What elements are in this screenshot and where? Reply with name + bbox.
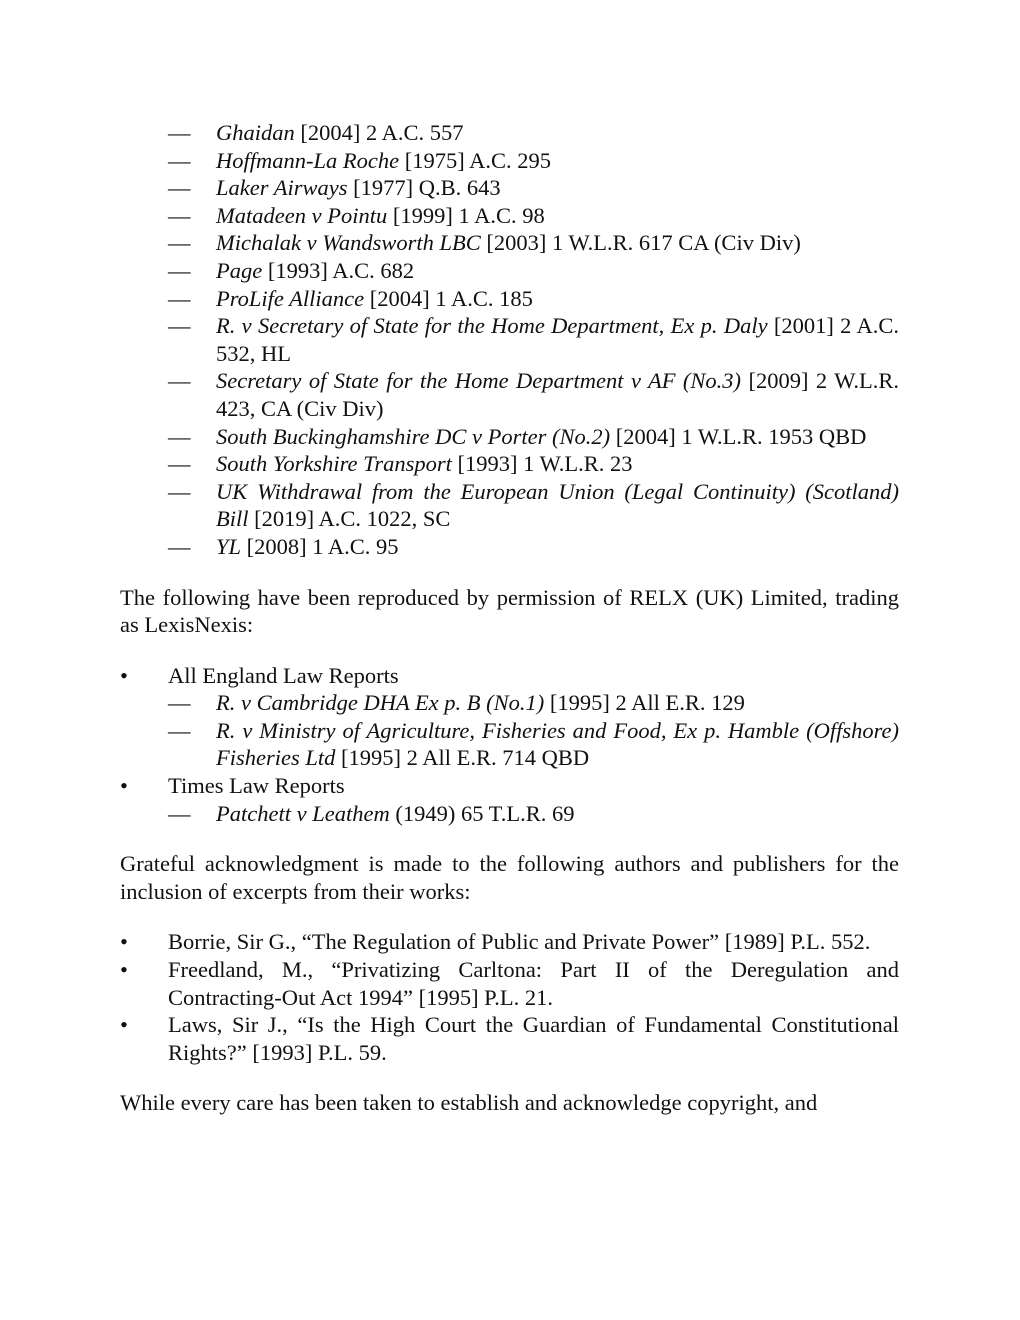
dash-marker: — xyxy=(168,313,191,339)
report-case-item xyxy=(168,689,899,717)
case-citation: [2004] 1 W.L.R. 1953 QBD xyxy=(610,423,867,449)
case-name: Ghaidan xyxy=(216,120,295,145)
case-citation: [2004] 2 A.C. 557 xyxy=(294,120,464,145)
dash-marker: — xyxy=(168,423,191,449)
case-list-item xyxy=(120,119,899,147)
spacer xyxy=(120,827,899,850)
law-reports-list xyxy=(120,662,899,828)
case-list-item xyxy=(120,478,899,533)
case-citation: [1995] 2 All E.R. 714 QBD xyxy=(335,745,590,771)
case-citation: (1949) 65 T.L.R. 69 xyxy=(389,800,575,826)
spacer xyxy=(120,1066,899,1089)
report-case-item xyxy=(168,800,899,828)
case-citation: [1977] Q.B. 643 xyxy=(347,175,501,201)
case-name: R. v Cambridge DHA Ex p. B (No.1) xyxy=(216,690,545,716)
case-name: UK Withdrawal from the European Union (Legal Continuity) (Scotland) Bill xyxy=(216,478,899,532)
case-name: ProLife Alliance xyxy=(216,285,365,311)
case-citation: [1999] 1 A.C. 98 xyxy=(387,202,545,228)
case-list-item xyxy=(120,229,899,257)
case-list-item xyxy=(120,450,899,478)
work-citation: Laws, Sir J., “Is the High Court the Guardian of Fundamental Constitutional Rights?” [1993] P.L. 59. xyxy=(168,1012,899,1065)
case-citation: [2019] A.C. 1022, SC xyxy=(248,506,451,532)
case-name: R. v Secretary of State for the Home Department, Ex p. Daly xyxy=(216,313,768,339)
dash-marker: — xyxy=(168,175,191,201)
dash-marker: — xyxy=(168,533,191,559)
bullet-marker: • xyxy=(120,929,128,955)
case-list-item xyxy=(120,147,899,175)
case-name: Hoffmann-La Roche xyxy=(216,147,400,173)
case-citation: [2001] 2 A.C. 532, HL xyxy=(216,313,899,366)
report-title: Times Law Reports xyxy=(168,773,345,799)
document-page xyxy=(120,119,899,1117)
case-citation: [2003] 1 W.L.R. 617 CA (Civ Div) xyxy=(480,230,801,256)
case-name: Patchett v Leathem xyxy=(216,800,390,826)
dash-marker: — xyxy=(168,257,191,283)
dash-marker: — xyxy=(168,451,191,477)
bullet-marker: • xyxy=(120,662,128,688)
spacer xyxy=(120,639,899,662)
report-list-item xyxy=(120,772,899,827)
dash-marker: — xyxy=(168,800,191,826)
work-list-item xyxy=(120,956,899,1011)
case-name: Secretary of State for the Home Department v AF (No.3) xyxy=(216,368,742,394)
case-name: Laker Airways xyxy=(216,175,348,201)
case-list-item xyxy=(120,257,899,285)
dash-marker: — xyxy=(168,230,191,256)
case-list-item xyxy=(120,367,899,422)
case-name: YL xyxy=(216,533,242,559)
bullet-marker: • xyxy=(120,773,128,799)
spacer xyxy=(120,561,899,584)
report-title: All England Law Reports xyxy=(168,662,399,688)
dash-marker: — xyxy=(168,717,191,743)
dash-marker: — xyxy=(168,147,191,173)
case-list-item xyxy=(120,202,899,230)
dash-marker: — xyxy=(168,120,191,145)
report-case-list xyxy=(168,689,899,772)
case-name: South Buckinghamshire DC v Porter (No.2) xyxy=(216,423,611,449)
work-list-item xyxy=(120,1011,899,1066)
case-citation: [2008] 1 A.C. 95 xyxy=(241,533,399,559)
work-list-item xyxy=(120,928,899,956)
spacer xyxy=(120,905,899,928)
case-list-item xyxy=(120,533,899,561)
case-name: South Yorkshire Transport xyxy=(216,451,452,477)
dash-marker: — xyxy=(168,202,191,228)
acknowledgment-paragraph: Grateful acknowledgment is made to the following authors and publishers for the inclusion of excerpts from their works: xyxy=(120,851,899,904)
bullet-marker: • xyxy=(120,1012,128,1038)
case-list-item xyxy=(120,285,899,313)
case-citation: [1993] 1 W.L.R. 23 xyxy=(451,451,633,477)
work-citation: Freedland, M., “Privatizing Carltona: Part II of the Deregulation and Contracting-Out Act 1994” [1995] P.L. 21. xyxy=(168,957,899,1010)
case-name: Matadeen v Pointu xyxy=(216,202,388,228)
case-citation: [1975] A.C. 295 xyxy=(399,147,551,173)
case-name: Page xyxy=(216,257,263,283)
case-name: R. v Ministry of Agriculture, Fisheries and Food, Ex p. Hamble (Offshore) Fisheries Ltd xyxy=(216,717,899,771)
report-case-list xyxy=(168,800,899,828)
dash-marker: — xyxy=(168,285,191,311)
case-list xyxy=(120,119,899,561)
works-list xyxy=(120,928,899,1066)
case-name: Michalak v Wandsworth LBC xyxy=(216,230,481,256)
bullet-marker: • xyxy=(120,957,128,983)
case-list-item xyxy=(120,312,899,367)
closing-paragraph: While every care has been taken to establish and acknowledge copyright, and xyxy=(120,1090,818,1116)
work-citation: Borrie, Sir G., “The Regulation of Public and Private Power” [1989] P.L. 552. xyxy=(168,929,871,955)
case-citation: [1993] A.C. 682 xyxy=(262,257,415,283)
dash-marker: — xyxy=(168,478,191,504)
case-citation: [2009] 2 W.L.R. 423, CA (Civ Div) xyxy=(216,368,899,421)
case-citation: [2004] 1 A.C. 185 xyxy=(364,285,533,311)
report-list-item xyxy=(120,662,899,772)
dash-marker: — xyxy=(168,368,191,394)
case-citation: [1995] 2 All E.R. 129 xyxy=(544,690,745,716)
relx-permission-paragraph: The following have been reproduced by permission of RELX (UK) Limited, trading as LexisNexis: xyxy=(120,584,899,638)
report-case-item xyxy=(168,717,899,772)
case-list-item xyxy=(120,423,899,451)
dash-marker: — xyxy=(168,690,191,716)
case-list-item xyxy=(120,174,899,202)
